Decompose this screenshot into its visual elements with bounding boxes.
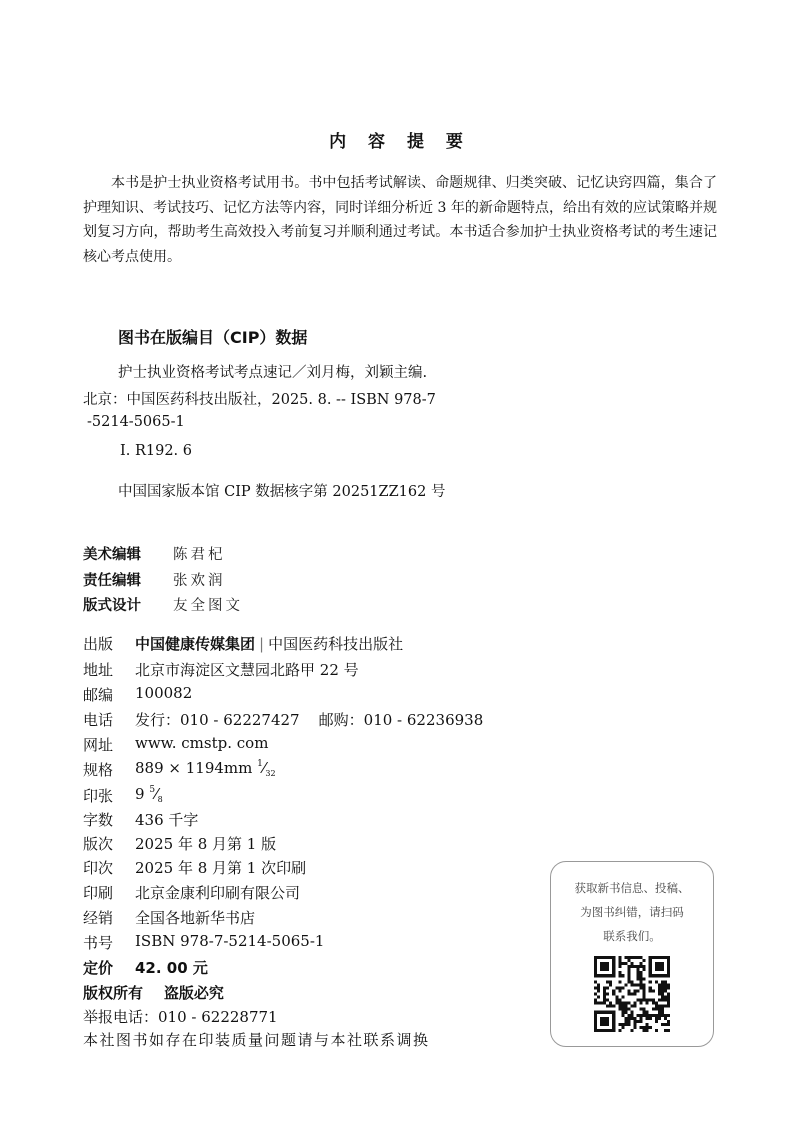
website-label: 网址	[83, 736, 114, 754]
qr-caption-line-2: 为图书纠错，请扫码	[580, 905, 684, 919]
sheets-denominator: 8	[157, 795, 163, 804]
price-label: 定价	[83, 959, 114, 977]
separator: |	[259, 635, 265, 653]
distributor-label: 经销	[83, 909, 114, 927]
publisher-label: 出版	[83, 635, 114, 653]
address-label: 地址	[83, 661, 114, 679]
spec-value	[135, 759, 276, 778]
qr-code-icon[interactable]	[594, 956, 670, 1032]
phone-label: 电话	[83, 711, 114, 729]
edition-label: 版次	[83, 835, 114, 853]
quality-notice: 本社图书如存在印装质量问题请与本社联系调换	[83, 1031, 430, 1049]
postcode-value: 100082	[135, 684, 193, 702]
cip-line-2: 北京：中国医药科技出版社，2025. 8. -- ISBN 978-7	[83, 392, 436, 408]
cip-line-3: -5214-5065-1	[87, 414, 185, 430]
sheets-main: 9	[135, 785, 145, 803]
qr-caption-line-3: 联系我们。	[603, 929, 661, 943]
responsible-editor-role: 责任编辑	[83, 573, 141, 589]
website-value[interactable]: www. cmstp. com	[135, 734, 269, 752]
distributor-value: 全国各地新华书店	[135, 909, 256, 927]
publisher-group: 中国健康传媒集团	[135, 635, 256, 653]
copyright-notice: 版权所有 盗版必究	[83, 984, 224, 1002]
layout-design-role: 版式设计	[83, 598, 141, 614]
address-value: 北京市海淀区文慧园北路甲 22 号	[135, 661, 359, 679]
summary-body: 本书是护士执业资格考试用书。书中包括考试解读、命题规律、归类突破、记忆诀窍四篇，集合了护理知识、考试技巧、记忆方法等内容，同时详细分析近 3 年的新命题特点，给出有效的应试策略并规划复习方向，帮助考生高效投入考前复习并顺利通过考试。本书适合参加护士执业资格考试的考生速记核心考点使用。	[83, 175, 717, 265]
isbn-value: ISBN 978-7-5214-5065-1	[135, 932, 325, 950]
qr-contact-panel	[550, 861, 714, 1047]
sheets-label: 印张	[83, 787, 114, 805]
cip-line-1: 护士执业资格考试考点速记／刘月梅，刘颖主编.	[118, 365, 428, 381]
wordcount-value: 436 千字	[135, 811, 199, 829]
phone-value: 发行：010 - 62227427 邮购：010 - 62236938	[135, 711, 484, 729]
publisher-name: 中国医药科技出版社	[268, 635, 404, 653]
summary-title: 内 容 提 要	[329, 132, 471, 152]
spec-fraction-slash: ⁄	[262, 759, 266, 777]
cip-line-5: 中国国家版本馆 CIP 数据核字第 20251ZZ162 号	[118, 484, 446, 500]
sheets-value	[135, 785, 163, 804]
edition-value: 2025 年 8 月第 1 版	[135, 835, 277, 853]
spec-main: 889 × 1194mm	[135, 759, 253, 777]
wordcount-label: 字数	[83, 811, 114, 829]
printing-label: 印次	[83, 859, 114, 877]
sheets-fraction-slash: ⁄	[155, 785, 158, 803]
printer-value: 北京金康利印刷有限公司	[135, 884, 301, 902]
isbn-label: 书号	[83, 934, 114, 952]
qr-caption-line-1: 获取新书信息、投稿、	[574, 881, 690, 895]
layout-design-name: 友全图文	[173, 598, 243, 614]
postcode-label: 邮编	[83, 686, 114, 704]
sheets-numerator: 5	[149, 785, 156, 795]
printer-label: 印刷	[83, 884, 114, 902]
cip-line-4: Ⅰ. R192. 6	[120, 443, 192, 459]
spec-denominator: 32	[265, 769, 276, 778]
cip-heading: 图书在版编目（CIP）数据	[118, 328, 308, 347]
spec-label: 规格	[83, 761, 114, 779]
publisher-value	[135, 633, 403, 654]
qr-caption	[551, 876, 713, 948]
art-editor-name: 陈君杞	[173, 547, 226, 563]
printing-value: 2025 年 8 月第 1 次印刷	[135, 859, 307, 877]
responsible-editor-name: 张欢润	[173, 573, 226, 589]
spec-numerator: 1	[257, 759, 263, 769]
report-phone: 举报电话：010 - 62228771	[83, 1008, 278, 1026]
price-value: 42. 00 元	[135, 959, 208, 977]
art-editor-role: 美术编辑	[83, 547, 141, 563]
